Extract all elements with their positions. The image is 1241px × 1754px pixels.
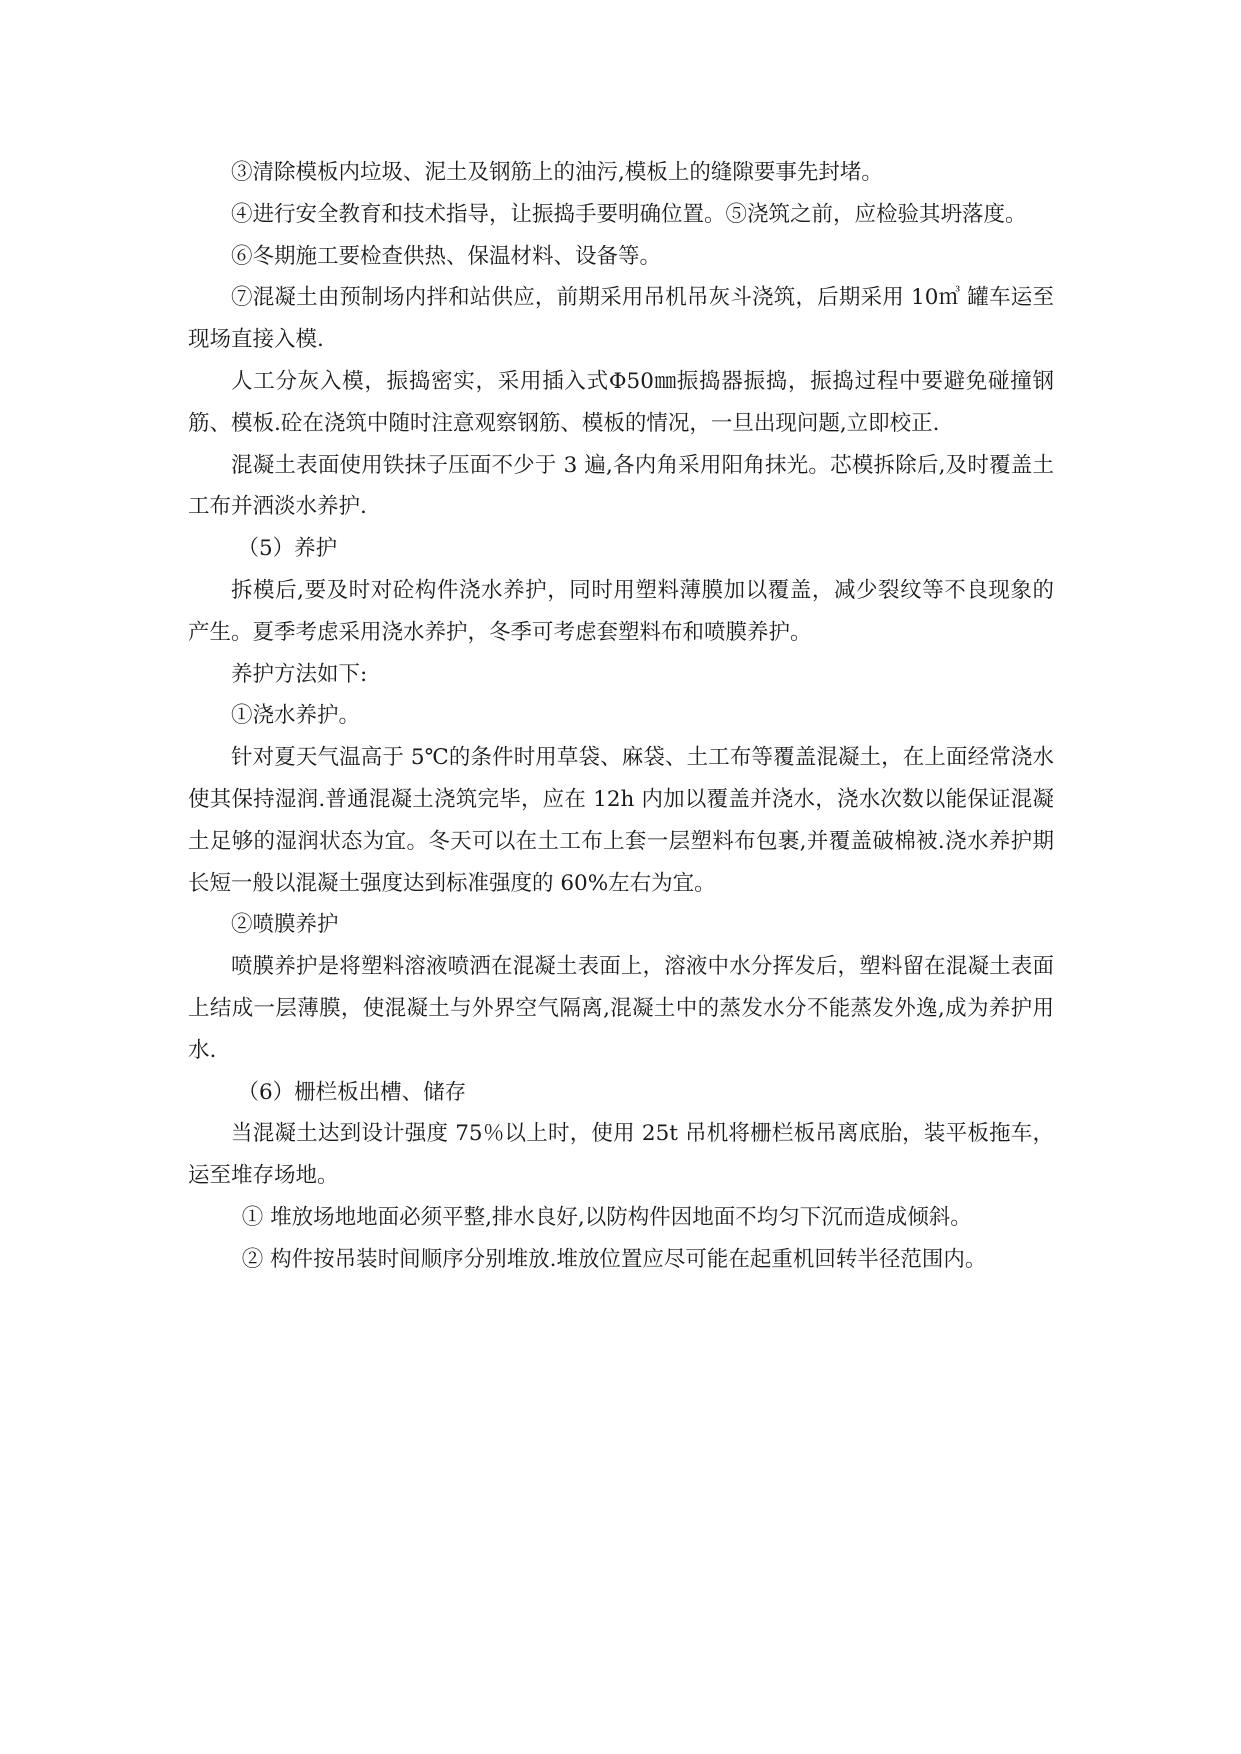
paragraph-step-6: ⑥冬期施工要检查供热、保温材料、设备等。: [231, 243, 662, 269]
paragraph-step-3: ③清除模板内垃圾、泥土及钢筋上的油污,模板上的缝隙要事先封堵。: [231, 160, 883, 185]
paragraph-film-curing: 喷膜养护是将塑料溶液喷洒在混凝土表面上，溶液中水分挥发后，塑料留在混凝土表面上结成一层薄膜，使混凝土与外界空气隔离,混凝土中的蒸发水分不能蒸发外逸,成为养护用水.: [188, 954, 1054, 1063]
paragraph-step-7: ⑦混凝土由预制场内拌和站供应，前期采用吊机吊灰斗浇筑，后期采用 10㎥ 罐车运至现场直接入模.: [188, 285, 1054, 353]
paragraph-step-4-5: ④进行安全教育和技术指导，让振捣手要明确位置。⑤浇筑之前，应检验其坍落度。: [231, 201, 1027, 227]
paragraph-surface-finish: 混凝土表面使用铁抹子压面不少于 3 遍,各内角采用阳角抹光。芯模拆除后,及时覆盖土工布并洒淡水养护.: [188, 452, 1054, 520]
paragraph-curing-methods: 养护方法如下:: [231, 661, 368, 687]
section-heading-storage: （6）栅栏板出槽、储存: [237, 1079, 467, 1105]
subheading-water-curing: ①浇水养护。: [231, 703, 361, 729]
paragraph-curing-intro: 拆模后,要及时对砼构件浇水养护，同时用塑料薄膜加以覆盖，减少裂纹等不良现象的产生。夏季考虑采用浇水养护，冬季可考虑套塑料布和喷膜养护。: [188, 577, 1054, 645]
document-body: [188, 152, 1054, 1281]
subheading-film-curing: ②喷膜养护: [231, 912, 339, 938]
section-heading-curing: （5）养护: [237, 536, 338, 562]
paragraph-water-curing: 针对夏天气温高于 5℃的条件时用草袋、麻袋、土工布等覆盖混凝土，在上面经常浇水使其保持湿润.普通混凝土浇筑完毕，应在 12h 内加以覆盖并浇水，浇水次数以能保证混凝土足够的湿润状态为宜。冬天可以在土工布上套一层塑料布包裹,并覆盖破棉被.浇水养护期长短一般以混凝土强度达到标准强度的 60%左右为宜。: [188, 745, 1054, 896]
paragraph-storage-rule-1: ① 堆放场地地面必须平整,排水良好,以防构件因地面不均匀下沉而造成倾斜。: [241, 1204, 972, 1230]
paragraph-storage-rule-2: ② 构件按吊装时间顺序分别堆放.堆放位置应尽可能在起重机回转半径范围内。: [241, 1246, 987, 1272]
paragraph-pouring: 人工分灰入模，振捣密实，采用插入式Φ50㎜振捣器振捣，振捣过程中要避免碰撞钢筋、模板.砼在浇筑中随时注意观察钢筋、模板的情况，一旦出现问题,立即校正.: [188, 368, 1054, 436]
paragraph-lifting: 当混凝土达到设计强度 75％以上时，使用 25t 吊机将栅栏板吊离底胎，装平板拖车，运至堆存场地。: [188, 1121, 1054, 1189]
